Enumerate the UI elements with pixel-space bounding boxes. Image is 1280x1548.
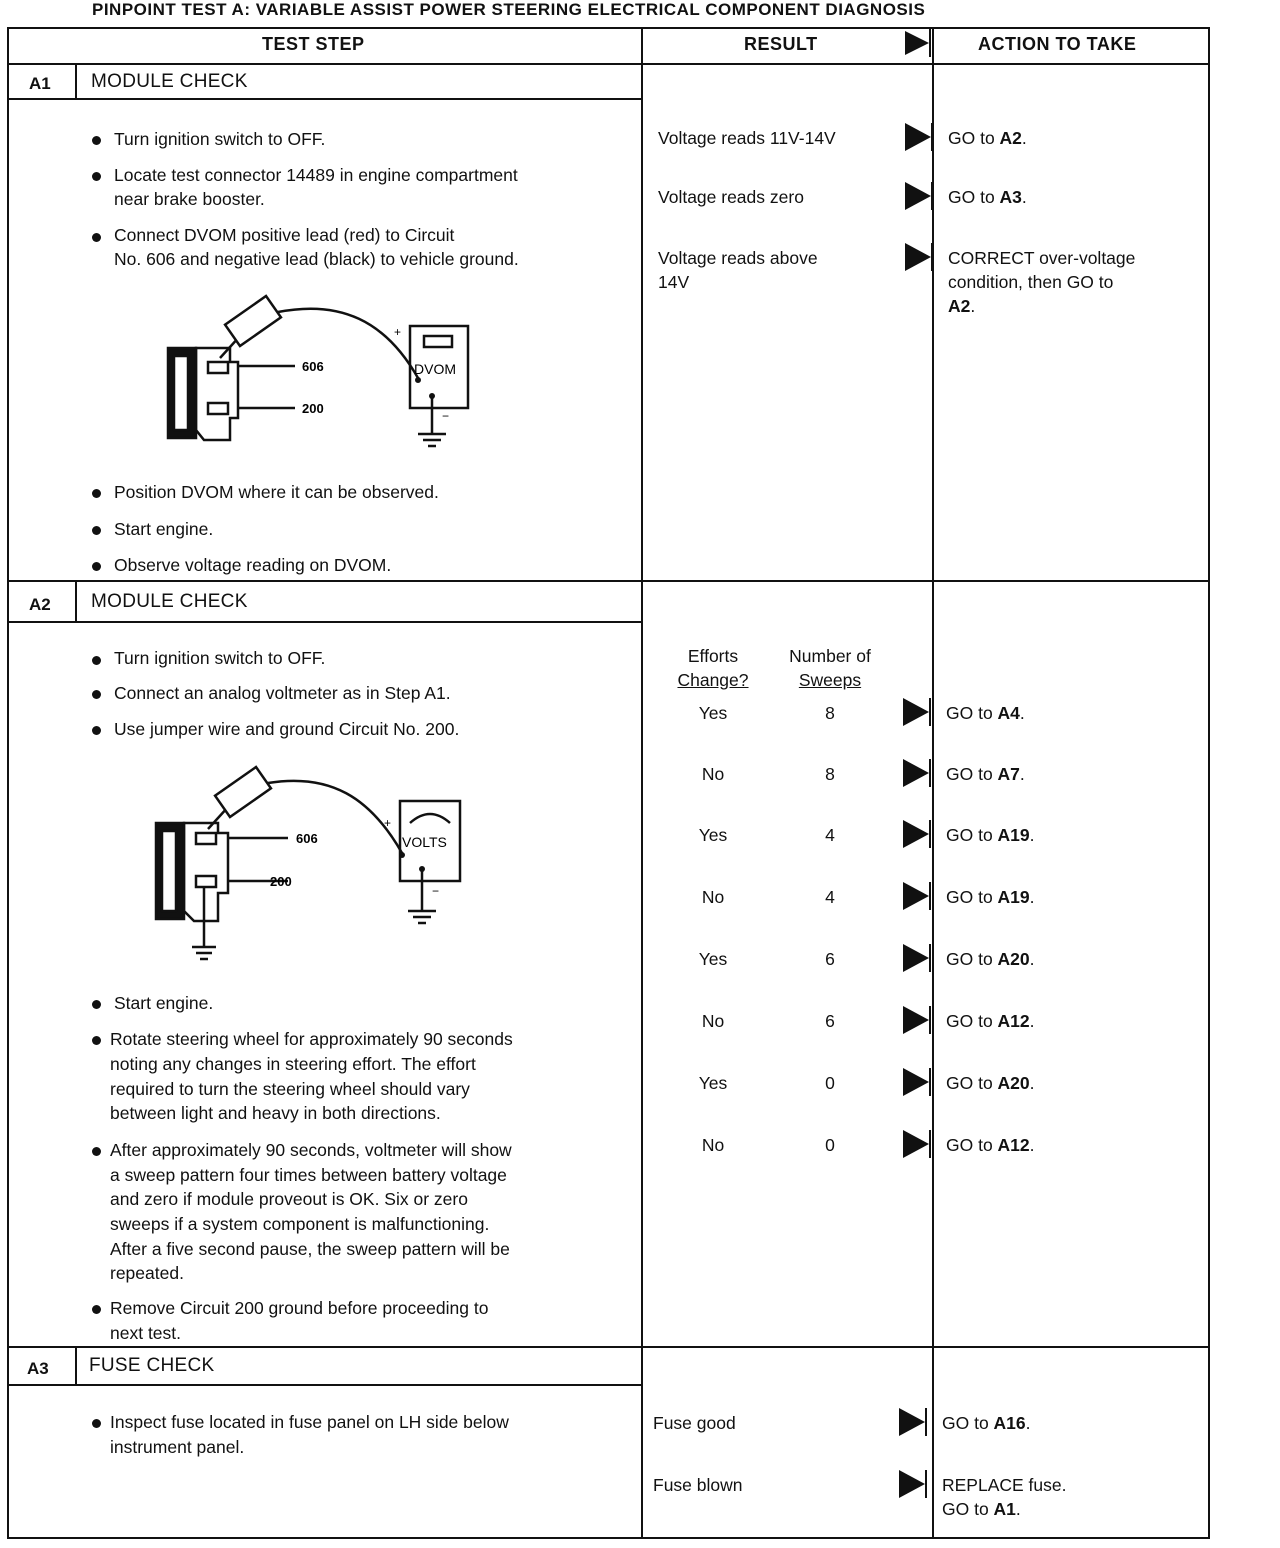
a1-result-1: Voltage reads 11V-14V xyxy=(658,128,836,148)
a2-col-header-efforts-2: Change? xyxy=(677,670,749,690)
a3-step-id: A3 xyxy=(27,1359,49,1378)
a2-row-8-arrow-icon xyxy=(903,1130,929,1158)
header-test-step: TEST STEP xyxy=(262,34,365,54)
a2-bullet-1 xyxy=(92,656,101,665)
a2-row-1-action: GO to A4. xyxy=(946,703,1025,723)
a2-step-text-6a: After approximately 90 seconds, voltmeter will show xyxy=(110,1140,512,1160)
a1-step-text-2a: Locate test connector 14489 in engine compartment xyxy=(114,165,518,185)
a1-result-2: Voltage reads zero xyxy=(658,187,804,207)
a2-row-2-efforts: No xyxy=(701,764,725,784)
a2-row-4-efforts: No xyxy=(701,887,725,907)
a2-col-header-efforts-1: Efforts xyxy=(687,646,739,666)
a2-row-2-arrow-icon xyxy=(903,759,929,787)
a2-row-5-efforts: Yes xyxy=(698,949,728,969)
a1-bullet-1 xyxy=(92,136,101,145)
a1-step-text-5: Start engine. xyxy=(114,519,214,539)
a2-diagram-plus: + xyxy=(384,816,392,830)
a3-section-divider xyxy=(7,1346,1210,1348)
a1-action-3b: condition, then GO to xyxy=(948,272,1114,292)
a1-bullet-5 xyxy=(92,526,101,535)
a2-row-8-action: GO to A12. xyxy=(946,1135,1035,1155)
a2-step-text-2: Connect an analog voltmeter as in Step A1. xyxy=(114,683,451,703)
a2-row-8-efforts: No xyxy=(701,1135,725,1155)
a3-action-2b: GO to A1. xyxy=(942,1499,1021,1519)
a3-id-divider xyxy=(75,1346,77,1386)
a1-action-2: GO to A3. xyxy=(948,187,1027,207)
a2-title-underline xyxy=(7,621,643,623)
a2-step-title: MODULE CHECK xyxy=(91,591,248,612)
a2-section-divider xyxy=(7,580,1210,582)
a3-result-1: Fuse good xyxy=(653,1413,736,1433)
a1-step-text-6: Observe voltage reading on DVOM. xyxy=(114,555,392,575)
a1-action-3c: A2. xyxy=(948,296,976,316)
a2-step-text-3: Use jumper wire and ground Circuit No. 200. xyxy=(114,719,460,739)
a1-step-text-2b: near brake booster. xyxy=(114,189,265,209)
a1-step-text-4: Position DVOM where it can be observed. xyxy=(114,482,439,502)
a2-row-7-arrow-icon xyxy=(903,1068,929,1096)
a2-step-text-5b: noting any changes in steering effort. The effort xyxy=(110,1054,476,1074)
a2-step-text-6e: After a five second pause, the sweep pattern will be xyxy=(110,1239,510,1259)
a1-arrow-2-icon xyxy=(905,182,931,210)
a2-row-4-action: GO to A19. xyxy=(946,887,1035,907)
a1-action-1: GO to A2. xyxy=(948,128,1027,148)
a2-step-text-1: Turn ignition switch to OFF. xyxy=(114,648,326,668)
a2-step-text-5c: required to turn the steering wheel should vary xyxy=(110,1079,470,1099)
a3-action-2a: REPLACE fuse. xyxy=(942,1475,1067,1495)
a2-row-3-action: GO to A19. xyxy=(946,825,1035,845)
a2-step-text-6f: repeated. xyxy=(110,1263,184,1283)
a1-id-divider xyxy=(75,63,77,100)
page-title: PINPOINT TEST A: VARIABLE ASSIST POWER STEERING ELECTRICAL COMPONENT DIAGNOSIS xyxy=(92,0,926,19)
column-divider-left xyxy=(641,27,643,1539)
a2-step-text-7b: next test. xyxy=(110,1323,182,1343)
a2-row-7-efforts: Yes xyxy=(698,1073,728,1093)
a1-result-3a: Voltage reads above xyxy=(658,248,818,268)
a1-action-3a: CORRECT over-voltage xyxy=(948,248,1136,268)
a2-step-text-6d: sweeps if a system component is malfunctioning. xyxy=(110,1214,490,1234)
a1-step-text-3b: No. 606 and negative lead (black) to vehicle ground. xyxy=(114,249,519,269)
a1-dvom-connector-diagram xyxy=(160,300,480,455)
a2-row-3-arrow-icon xyxy=(903,820,929,848)
a2-row-5-action: GO to A20. xyxy=(946,949,1035,969)
a2-col-header-sweeps-1: Number of xyxy=(789,646,871,666)
a2-diagram-minus: − xyxy=(432,884,440,898)
a2-row-6-efforts: No xyxy=(701,1011,725,1031)
a2-bullet-2 xyxy=(92,690,101,699)
a1-result-3b: 14V xyxy=(658,272,690,292)
a3-action-1: GO to A16. xyxy=(942,1413,1031,1433)
a3-title-underline xyxy=(7,1384,643,1386)
a2-step-text-5d: between light and heavy in both directions. xyxy=(110,1103,441,1123)
a2-step-text-4: Start engine. xyxy=(114,993,214,1013)
a1-diagram-plus: + xyxy=(394,325,402,339)
a2-row-3-efforts: Yes xyxy=(698,825,728,845)
a1-arrow-3-icon xyxy=(905,243,931,271)
a2-diagram-wire-200: 200 xyxy=(270,874,292,889)
a2-row-5-sweeps: 6 xyxy=(825,949,835,969)
a3-step-title: FUSE CHECK xyxy=(89,1355,215,1376)
a2-row-6-sweeps: 6 xyxy=(825,1011,835,1031)
a2-step-text-6b: a sweep pattern four times between battery voltage xyxy=(110,1165,507,1185)
a2-row-3-sweeps: 4 xyxy=(825,825,835,845)
a2-id-divider xyxy=(75,580,77,623)
a1-diagram-wire-200: 200 xyxy=(302,401,324,416)
a1-diagram-meter-label: DVOM xyxy=(414,361,456,377)
a3-arrow-2-icon xyxy=(899,1470,925,1498)
header-action: ACTION TO TAKE xyxy=(978,34,1137,54)
a2-diagram-meter-label: VOLTS xyxy=(402,834,447,850)
a1-diagram-minus: − xyxy=(442,409,450,423)
a2-row-1-efforts: Yes xyxy=(698,703,728,723)
a2-voltmeter-connector-diagram xyxy=(152,775,472,965)
a2-row-5-arrow-icon xyxy=(903,944,929,972)
a2-col-header-sweeps-2: Sweeps xyxy=(798,670,862,690)
a1-step-id: A1 xyxy=(29,74,51,93)
a1-step-text-1: Turn ignition switch to OFF. xyxy=(114,129,326,149)
a1-bullet-2 xyxy=(92,172,101,181)
a2-row-1-sweeps: 8 xyxy=(825,703,835,723)
header-divider xyxy=(7,63,1210,65)
a2-bullet-6 xyxy=(92,1147,101,1156)
a1-arrow-1-icon xyxy=(905,123,931,151)
a2-row-8-sweeps: 0 xyxy=(825,1135,835,1155)
a3-step-text-1a: Inspect fuse located in fuse panel on LH side below xyxy=(110,1412,509,1432)
a2-row-4-sweeps: 4 xyxy=(825,887,835,907)
a3-result-2: Fuse blown xyxy=(653,1475,743,1495)
a2-step-text-6c: and zero if module proveout is OK. Six or zero xyxy=(110,1189,468,1209)
a2-row-6-arrow-icon xyxy=(903,1006,929,1034)
a2-row-4-arrow-icon xyxy=(903,882,929,910)
a1-title-underline xyxy=(7,98,643,100)
a2-bullet-4 xyxy=(92,1000,101,1009)
a2-diagram-wire-606: 606 xyxy=(296,831,318,846)
a2-row-6-action: GO to A12. xyxy=(946,1011,1035,1031)
a2-bullet-7 xyxy=(92,1305,101,1314)
a2-row-1-arrow-icon xyxy=(903,698,929,726)
header-result: RESULT xyxy=(744,34,818,54)
a2-step-id: A2 xyxy=(29,595,51,614)
a2-row-2-sweeps: 8 xyxy=(825,764,835,784)
a1-bullet-4 xyxy=(92,489,101,498)
a2-step-text-5a: Rotate steering wheel for approximately 90 seconds xyxy=(110,1029,513,1049)
a1-bullet-6 xyxy=(92,562,101,571)
a2-bullet-5 xyxy=(92,1036,101,1045)
a1-bullet-3 xyxy=(92,233,101,242)
a2-row-2-action: GO to A7. xyxy=(946,764,1025,784)
a1-diagram-wire-606: 606 xyxy=(302,359,324,374)
a1-step-text-3a: Connect DVOM positive lead (red) to Circuit xyxy=(114,225,455,245)
header-arrow-icon xyxy=(905,31,929,55)
a3-arrow-1-icon xyxy=(899,1408,925,1436)
a2-bullet-3 xyxy=(92,726,101,735)
a3-step-text-1b: instrument panel. xyxy=(110,1437,245,1457)
a2-row-7-sweeps: 0 xyxy=(825,1073,835,1093)
a3-bullet-1 xyxy=(92,1419,101,1428)
a1-step-title: MODULE CHECK xyxy=(91,71,248,92)
a2-row-7-action: GO to A20. xyxy=(946,1073,1035,1093)
a2-step-text-7a: Remove Circuit 200 ground before proceeding to xyxy=(110,1298,489,1318)
